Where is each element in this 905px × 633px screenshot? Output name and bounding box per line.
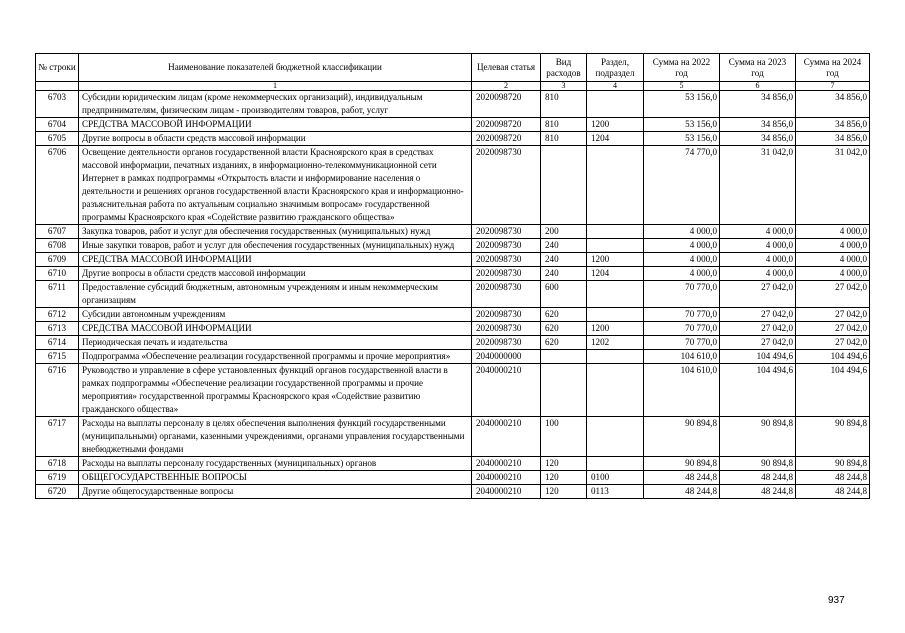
section-subsection (587, 91, 644, 118)
indicator-name: Расходы на выплаты персоналу государственных (муниципальных) органов (79, 457, 472, 471)
expense-type: 810 (541, 118, 587, 132)
sum-2024: 90 894,8 (796, 417, 870, 457)
section-subsection: 1200 (587, 253, 644, 267)
row-number: 6715 (36, 350, 79, 364)
row-number: 6720 (36, 485, 79, 499)
table-header-row (36, 54, 870, 82)
sum-2024: 27 042,0 (796, 336, 870, 350)
table-row (36, 132, 870, 146)
row-number: 6706 (36, 146, 79, 225)
indicator-name: Руководство и управление в сфере установленных функций органов государственной власти в рамках подпрограммы «Обеспечение реализации государственной программы и прочие мероприятия» государственной программы Красноярского края «Содействие развитию гражданского общества» (79, 364, 472, 417)
sum-2022: 48 244,8 (644, 485, 720, 499)
row-number: 6713 (36, 322, 79, 336)
column-index (36, 82, 79, 91)
table-row (36, 239, 870, 253)
target-article: 2020098730 (472, 225, 541, 239)
column-index: 3 (541, 82, 587, 91)
row-number: 6717 (36, 417, 79, 457)
target-article: 2020098730 (472, 146, 541, 225)
sum-2023: 31 042,0 (720, 146, 796, 225)
column-index: 6 (720, 82, 796, 91)
table-row (36, 350, 870, 364)
sum-2022: 70 770,0 (644, 336, 720, 350)
table-row (36, 336, 870, 350)
header-section: Раздел, подраздел (587, 54, 644, 82)
row-number: 6710 (36, 267, 79, 281)
section-subsection (587, 457, 644, 471)
section-subsection (587, 225, 644, 239)
target-article: 2020098730 (472, 336, 541, 350)
target-article: 2020098720 (472, 132, 541, 146)
target-article: 2040000210 (472, 417, 541, 457)
sum-2023: 4 000,0 (720, 239, 796, 253)
expense-type: 600 (541, 281, 587, 308)
budget-table (35, 53, 870, 499)
expense-type: 810 (541, 91, 587, 118)
target-article: 2040000210 (472, 471, 541, 485)
sum-2023: 104 494,6 (720, 350, 796, 364)
row-number: 6718 (36, 457, 79, 471)
table-row (36, 267, 870, 281)
sum-2022: 70 770,0 (644, 281, 720, 308)
target-article: 2020098730 (472, 322, 541, 336)
row-number: 6707 (36, 225, 79, 239)
sum-2024: 90 894,8 (796, 457, 870, 471)
table-row (36, 322, 870, 336)
sum-2022: 4 000,0 (644, 253, 720, 267)
expense-type: 620 (541, 308, 587, 322)
sum-2022: 74 770,0 (644, 146, 720, 225)
row-number: 6708 (36, 239, 79, 253)
sum-2023: 90 894,8 (720, 417, 796, 457)
sum-2023: 4 000,0 (720, 267, 796, 281)
expense-type (541, 364, 587, 417)
sum-2024: 4 000,0 (796, 267, 870, 281)
indicator-name: Подпрограмма «Обеспечение реализации государственной программы и прочие мероприятия» (79, 350, 472, 364)
sum-2022: 70 770,0 (644, 308, 720, 322)
section-subsection: 0113 (587, 485, 644, 499)
sum-2024: 27 042,0 (796, 281, 870, 308)
sum-2023: 34 856,0 (720, 118, 796, 132)
expense-type: 240 (541, 239, 587, 253)
indicator-name: Освещение деятельности органов государственной власти Красноярского края в средствах массовой информации, печатных изданиях, в информационно-телекоммуникационной сети Интернет в рамках подпрограммы «Открытость власти и информирование населения о деятельности и решениях органов государственной власти Красноярского края и информационно-разъяснительная работа по актуальным социально значимым вопросам» государственной программы Красноярского края «Содействие развитию гражданского общества» (79, 146, 472, 225)
expense-type: 120 (541, 471, 587, 485)
sum-2023: 34 856,0 (720, 132, 796, 146)
indicator-name: Другие вопросы в области средств массовой информации (79, 267, 472, 281)
sum-2022: 90 894,8 (644, 457, 720, 471)
table-row (36, 253, 870, 267)
expense-type (541, 350, 587, 364)
sum-2023: 27 042,0 (720, 322, 796, 336)
section-subsection (587, 281, 644, 308)
section-subsection: 1200 (587, 322, 644, 336)
sum-2023: 27 042,0 (720, 281, 796, 308)
sum-2023: 48 244,8 (720, 485, 796, 499)
sum-2023: 34 856,0 (720, 91, 796, 118)
sum-2024: 34 856,0 (796, 118, 870, 132)
column-index: 5 (644, 82, 720, 91)
table-row (36, 417, 870, 457)
sum-2022: 4 000,0 (644, 267, 720, 281)
section-subsection (587, 417, 644, 457)
indicator-name: Субсидии автономным учреждениям (79, 308, 472, 322)
expense-type: 620 (541, 336, 587, 350)
sum-2023: 4 000,0 (720, 253, 796, 267)
target-article: 2040000210 (472, 364, 541, 417)
sum-2023: 27 042,0 (720, 336, 796, 350)
sum-2022: 104 610,0 (644, 350, 720, 364)
column-index: 2 (472, 82, 541, 91)
table-body (36, 91, 870, 499)
indicator-name: Расходы на выплаты персоналу в целях обеспечения выполнения функций государственными (муниципальными) органами, казенными учреждениями, органами управления государственными внебюджетными фондами (79, 417, 472, 457)
table-row (36, 91, 870, 118)
indicator-name: ОБЩЕГОСУДАРСТВЕННЫЕ ВОПРОСЫ (79, 471, 472, 485)
sum-2023: 27 042,0 (720, 308, 796, 322)
section-subsection (587, 239, 644, 253)
sum-2022: 53 156,0 (644, 91, 720, 118)
target-article: 2040000210 (472, 457, 541, 471)
sum-2023: 90 894,8 (720, 457, 796, 471)
indicator-name: Субсидии юридическим лицам (кроме некоммерческих организаций), индивидуальным предпринимателям, физическим лицам - производителям товаров, работ, услуг (79, 91, 472, 118)
indicator-name: Периодическая печать и издательства (79, 336, 472, 350)
section-subsection: 1200 (587, 118, 644, 132)
indicator-name: Иные закупки товаров, работ и услуг для обеспечения государственных (муниципальных) нужд (79, 239, 472, 253)
sum-2024: 31 042,0 (796, 146, 870, 225)
row-number: 6709 (36, 253, 79, 267)
expense-type: 100 (541, 417, 587, 457)
table-row (36, 118, 870, 132)
section-subsection: 1202 (587, 336, 644, 350)
expense-type: 240 (541, 253, 587, 267)
column-index: 1 (79, 82, 472, 91)
target-article: 2020098730 (472, 308, 541, 322)
target-article: 2020098720 (472, 118, 541, 132)
column-index: 4 (587, 82, 644, 91)
sum-2022: 4 000,0 (644, 225, 720, 239)
sum-2022: 70 770,0 (644, 322, 720, 336)
sum-2022: 53 156,0 (644, 118, 720, 132)
header-row-no: № строки (36, 54, 79, 82)
header-sum-2024: Сумма на 2024 год (796, 54, 870, 82)
section-subsection: 0100 (587, 471, 644, 485)
row-number: 6711 (36, 281, 79, 308)
indicator-name: СРЕДСТВА МАССОВОЙ ИНФОРМАЦИИ (79, 253, 472, 267)
indicator-name: Другие общегосударственные вопросы (79, 485, 472, 499)
sum-2024: 27 042,0 (796, 308, 870, 322)
expense-type: 240 (541, 267, 587, 281)
row-number: 6712 (36, 308, 79, 322)
expense-type: 120 (541, 457, 587, 471)
sum-2024: 4 000,0 (796, 253, 870, 267)
expense-type: 810 (541, 132, 587, 146)
row-number: 6716 (36, 364, 79, 417)
section-subsection (587, 308, 644, 322)
sum-2024: 48 244,8 (796, 471, 870, 485)
sum-2022: 48 244,8 (644, 471, 720, 485)
header-expense-type: Вид расходов (541, 54, 587, 82)
sum-2023: 104 494,6 (720, 364, 796, 417)
table-row (36, 364, 870, 417)
sum-2024: 34 856,0 (796, 91, 870, 118)
expense-type: 620 (541, 322, 587, 336)
sum-2024: 4 000,0 (796, 225, 870, 239)
column-index: 7 (796, 82, 870, 91)
table-row (36, 308, 870, 322)
sum-2022: 90 894,8 (644, 417, 720, 457)
section-subsection (587, 146, 644, 225)
indicator-name: СРЕДСТВА МАССОВОЙ ИНФОРМАЦИИ (79, 322, 472, 336)
column-index-row (36, 82, 870, 91)
header-sum-2023: Сумма на 2023 год (720, 54, 796, 82)
section-subsection: 1204 (587, 267, 644, 281)
target-article: 2020098720 (472, 91, 541, 118)
section-subsection (587, 364, 644, 417)
row-number: 6703 (36, 91, 79, 118)
table-row (36, 471, 870, 485)
header-sum-2022: Сумма на 2022 год (644, 54, 720, 82)
sum-2024: 4 000,0 (796, 239, 870, 253)
table-row (36, 485, 870, 499)
table-row (36, 225, 870, 239)
page-number: 937 (828, 595, 845, 606)
sum-2022: 4 000,0 (644, 239, 720, 253)
sum-2024: 27 042,0 (796, 322, 870, 336)
indicator-name: Другие вопросы в области средств массовой информации (79, 132, 472, 146)
sum-2022: 104 610,0 (644, 364, 720, 417)
sum-2024: 34 856,0 (796, 132, 870, 146)
table-row (36, 146, 870, 225)
section-subsection (587, 350, 644, 364)
row-number: 6705 (36, 132, 79, 146)
target-article: 2040000000 (472, 350, 541, 364)
row-number: 6704 (36, 118, 79, 132)
sum-2024: 48 244,8 (796, 485, 870, 499)
target-article: 2040000210 (472, 485, 541, 499)
target-article: 2020098730 (472, 239, 541, 253)
row-number: 6719 (36, 471, 79, 485)
sum-2022: 53 156,0 (644, 132, 720, 146)
expense-type (541, 146, 587, 225)
expense-type: 120 (541, 485, 587, 499)
sum-2024: 104 494,6 (796, 350, 870, 364)
expense-type: 200 (541, 225, 587, 239)
section-subsection: 1204 (587, 132, 644, 146)
table-row (36, 457, 870, 471)
target-article: 2020098730 (472, 267, 541, 281)
indicator-name: Закупка товаров, работ и услуг для обеспечения государственных (муниципальных) нужд (79, 225, 472, 239)
target-article: 2020098730 (472, 253, 541, 267)
row-number: 6714 (36, 336, 79, 350)
indicator-name: Предоставление субсидий бюджетным, автономным учреждениям и иным некоммерческим организациям (79, 281, 472, 308)
header-target: Целевая статья (472, 54, 541, 82)
target-article: 2020098730 (472, 281, 541, 308)
header-name: Наименование показателей бюджетной классификации (79, 54, 472, 82)
indicator-name: СРЕДСТВА МАССОВОЙ ИНФОРМАЦИИ (79, 118, 472, 132)
sum-2023: 4 000,0 (720, 225, 796, 239)
sum-2024: 104 494,6 (796, 364, 870, 417)
table-row (36, 281, 870, 308)
sum-2023: 48 244,8 (720, 471, 796, 485)
